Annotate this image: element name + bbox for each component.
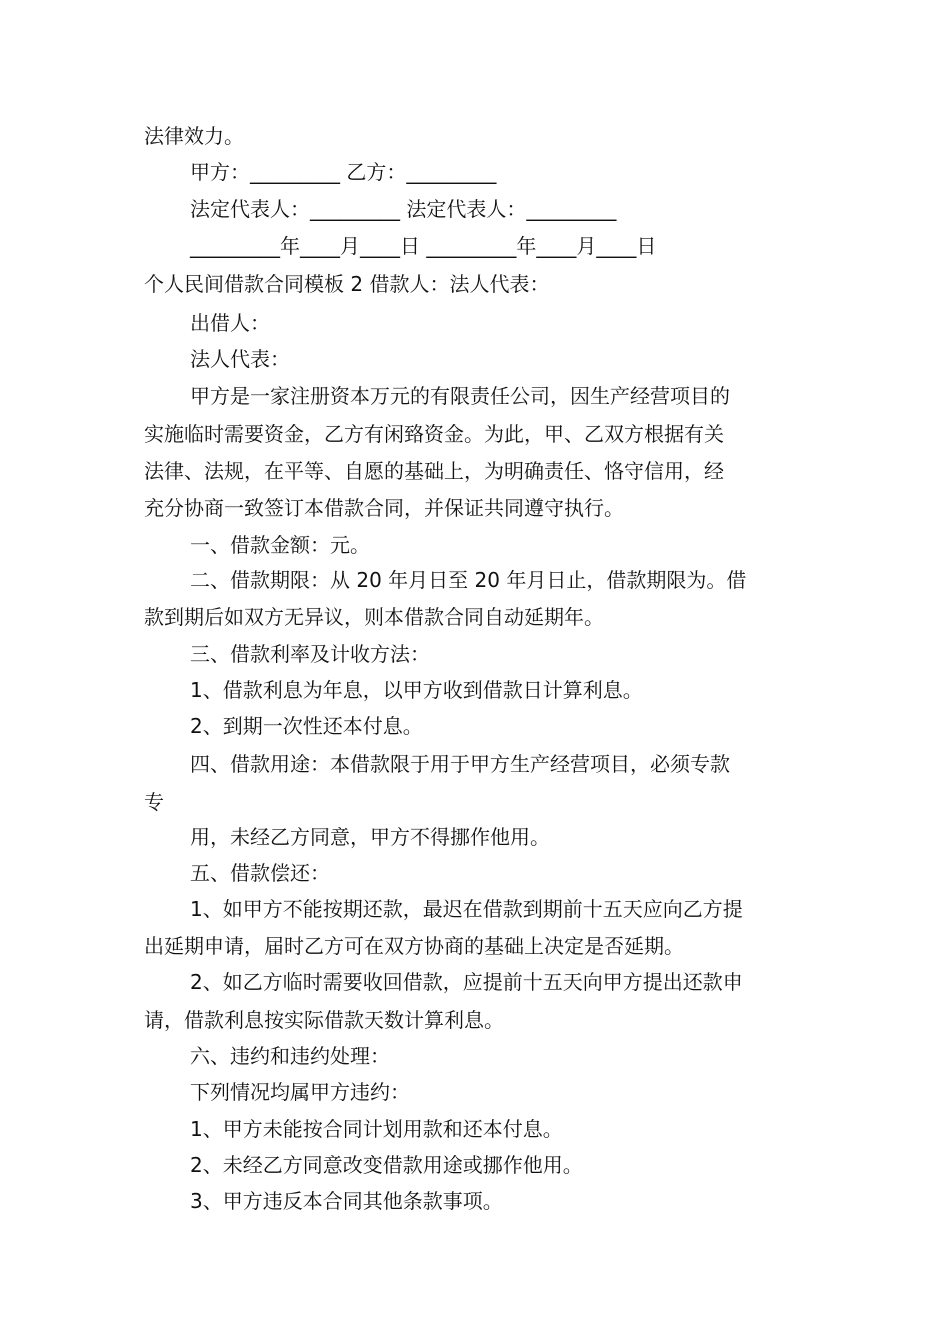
representative-line: 法定代表人：_________ 法定代表人：_________ [190, 197, 617, 221]
clause-line: 专 [144, 790, 164, 814]
clause-line: 1、甲方未能按合同计划用款和还本付息。 [190, 1117, 563, 1141]
clause-line: 三、借款利率及计收方法： [190, 642, 430, 666]
clause-line: 一、借款金额：元。 [190, 533, 370, 557]
clause-line: 请，借款利息按实际借款天数计算利息。 [144, 1008, 504, 1032]
clause-line: 款到期后如双方无异议，则本借款合同自动延期年。 [144, 605, 604, 629]
clause-line: 下列情况均属甲方违约： [190, 1080, 410, 1104]
contract-title-line: 个人民间借款合同模板 2 借款人：法人代表： [144, 272, 550, 296]
paragraph-line: 实施临时需要资金，乙方有闲臵资金。为此，甲、乙双方根据有关 [144, 422, 724, 446]
legal-rep-line: 法人代表： [190, 347, 290, 371]
party-line: 甲方：_________ 乙方：_________ [190, 160, 497, 184]
lender-line: 出借人： [190, 311, 270, 335]
clause-line: 1、如甲方不能按期还款，最迟在借款到期前十五天应向乙方提 [190, 897, 743, 921]
paragraph-line: 法律、法规，在平等、自愿的基础上，为明确责任、恪守信用，经 [144, 459, 724, 483]
clause-line: 2、未经乙方同意改变借款用途或挪作他用。 [190, 1153, 583, 1177]
clause-line: 2、如乙方临时需要收回借款，应提前十五天向甲方提出还款申 [190, 970, 743, 994]
paragraph-line: 充分协商一致签订本借款合同，并保证共同遵守执行。 [144, 496, 624, 520]
clause-line: 2、到期一次性还本付息。 [190, 714, 423, 738]
clause-line: 六、违约和违约处理： [190, 1044, 390, 1068]
clause-line: 出延期申请，届时乙方可在双方协商的基础上决定是否延期。 [144, 934, 684, 958]
clause-line: 二、借款期限：从 20 年月日至 20 年月日止，借款期限为。借 [190, 568, 747, 592]
date-line: _________年____月____日 _________年____月____日 [190, 234, 657, 258]
text-line: 法律效力。 [144, 124, 244, 148]
clause-line: 用，未经乙方同意，甲方不得挪作他用。 [190, 825, 550, 849]
paragraph-line: 甲方是一家注册资本万元的有限责任公司，因生产经营项目的 [190, 384, 730, 408]
clause-line: 3、甲方违反本合同其他条款事项。 [190, 1189, 503, 1213]
clause-line: 四、借款用途：本借款限于用于甲方生产经营项目，必须专款 [190, 752, 730, 776]
clause-line: 1、借款利息为年息，以甲方收到借款日计算利息。 [190, 678, 643, 702]
clause-line: 五、借款偿还： [190, 861, 330, 885]
